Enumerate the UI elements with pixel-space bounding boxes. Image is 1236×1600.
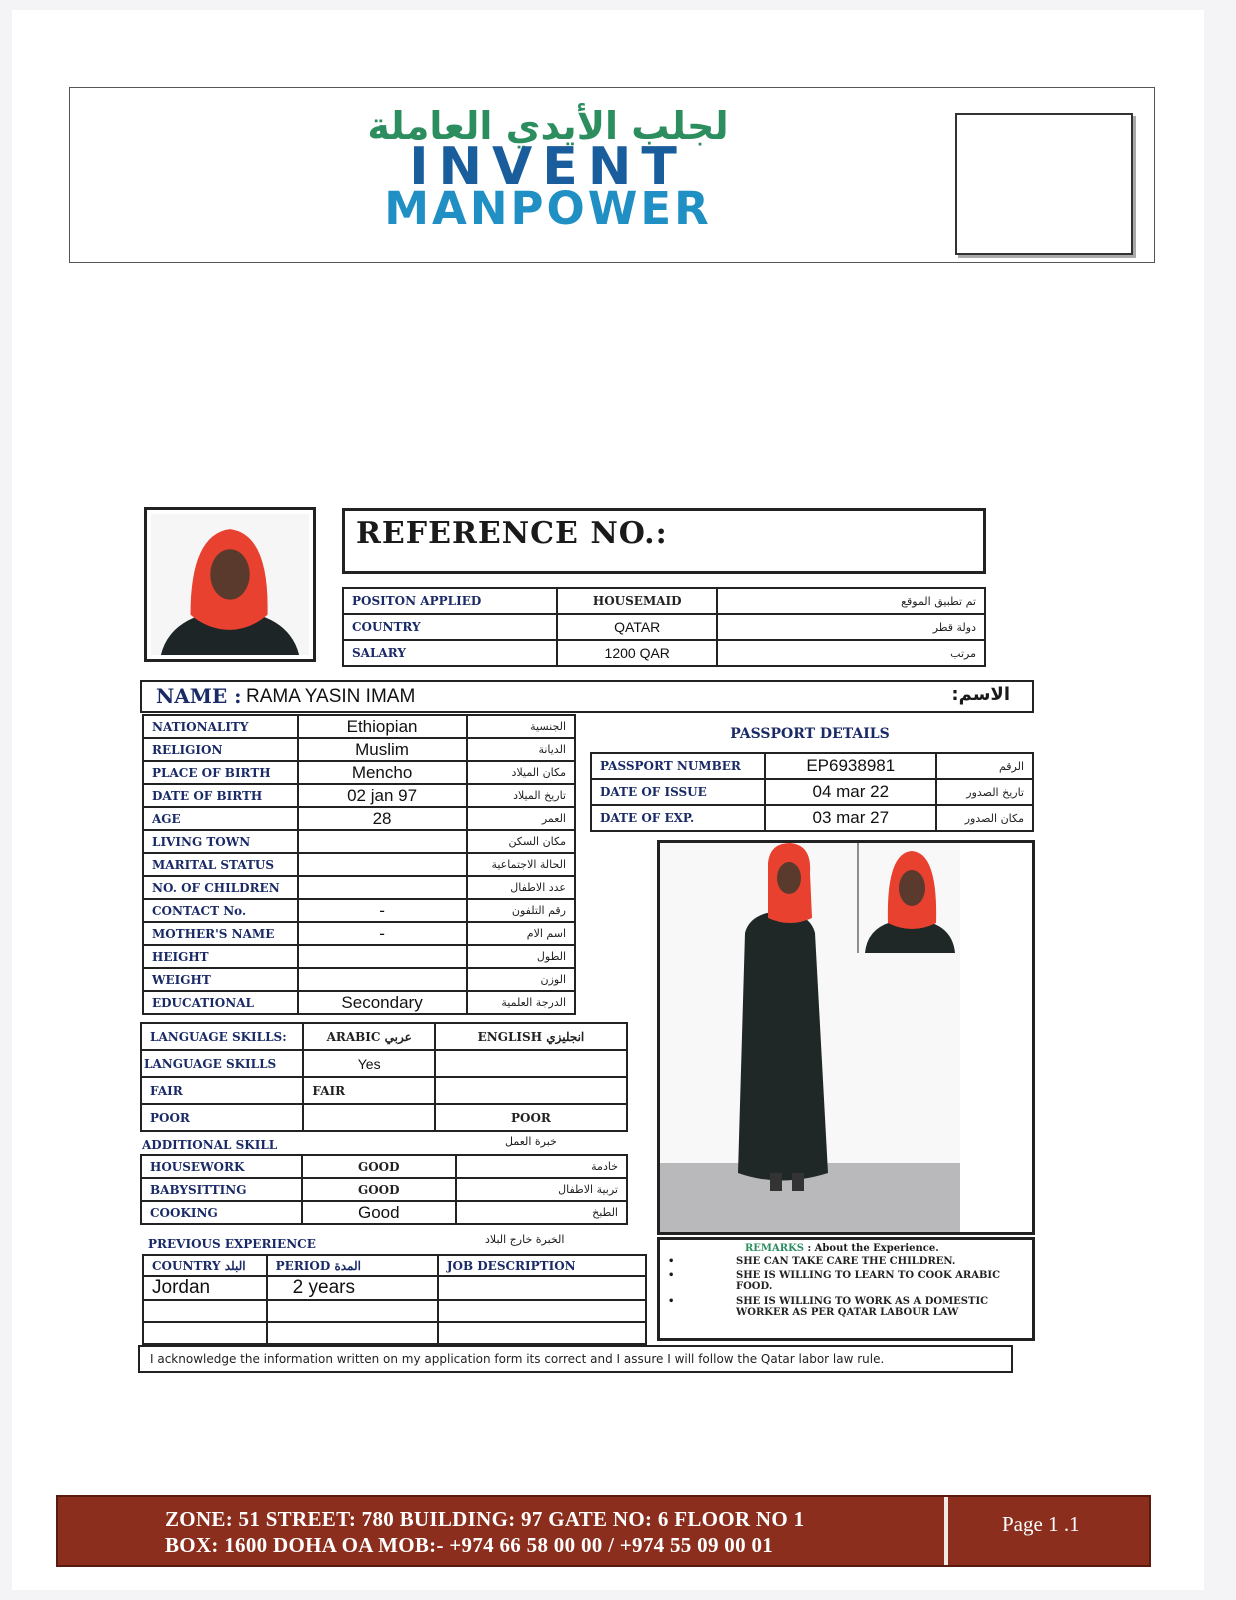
personal-field-arabic: الوزن (467, 968, 575, 991)
experience-job-value (438, 1300, 646, 1322)
logo-arabic-text: لجلب الأيدي العاملة (367, 104, 729, 148)
personal-field-label: CONTACT No. (143, 899, 298, 922)
table-row (591, 753, 1033, 779)
personal-field-label: DATE OF BIRTH (143, 784, 298, 807)
table-row (141, 1155, 627, 1178)
personal-field-arabic: الحالة الاجتماعية (467, 853, 575, 876)
table-row (143, 922, 575, 945)
previous-experience-title-arabic: الخبرة خارج البلاد (485, 1233, 565, 1246)
issue-date-label: DATE OF ISSUE (591, 779, 765, 805)
personal-field-arabic: مكان الميلاد (467, 761, 575, 784)
table-row (343, 614, 985, 640)
personal-field-arabic: تاريخ الميلاد (467, 784, 575, 807)
name-value: RAMA YASIN IMAM (246, 686, 416, 707)
personal-field-label: PLACE OF BIRTH (143, 761, 298, 784)
personal-field-value (298, 876, 467, 899)
personal-field-label: EDUCATIONAL (143, 991, 298, 1014)
personal-field-label: LIVING TOWN (143, 830, 298, 853)
cooking-value: Good (302, 1201, 456, 1224)
full-body-illustration (660, 843, 1032, 1232)
remark-line-2: SHE IS WILLING TO LEARN TO COOK ARABIC FOOD. (736, 1270, 1001, 1292)
remarks-heading-text: : About the Experience. (807, 1243, 939, 1254)
table-row (143, 1322, 646, 1344)
personal-field-value: Ethiopian (298, 715, 467, 738)
expiry-date-label: DATE OF EXP. (591, 805, 765, 831)
table-row (343, 588, 985, 614)
personal-field-value: - (298, 922, 467, 945)
table-row (143, 784, 575, 807)
table-row (143, 968, 575, 991)
language-arabic-value: Yes (303, 1050, 434, 1077)
remarks-heading-label: REMARKS (745, 1243, 804, 1254)
portrait-illustration (151, 514, 309, 655)
language-fair-arabic: FAIR (303, 1077, 434, 1104)
salary-value: 1200 QAR (557, 640, 717, 666)
full-body-photo (657, 840, 1035, 1235)
table-row (143, 715, 575, 738)
passport-number-label: PASSPORT NUMBER (591, 753, 765, 779)
language-fair-label: FAIR (141, 1077, 303, 1104)
table-row (143, 853, 575, 876)
issue-date-arabic: تاريخ الصدور (936, 779, 1033, 805)
experience-country-value (143, 1322, 267, 1344)
table-row (143, 761, 575, 784)
personal-field-value: Mencho (298, 761, 467, 784)
table-row (141, 1023, 627, 1050)
language-english-value (435, 1050, 627, 1077)
language-poor-label: POOR (141, 1104, 303, 1131)
table-row (143, 807, 575, 830)
language-poor-english: POOR (435, 1104, 627, 1131)
language-row-label: LANGUAGE SKILLS (141, 1050, 303, 1077)
personal-field-value: 02 jan 97 (298, 784, 467, 807)
personal-field-label: RELIGION (143, 738, 298, 761)
salary-label: SALARY (343, 640, 557, 666)
table-row (143, 830, 575, 853)
name-label: NAME : (156, 684, 242, 708)
logo-manpower-text: MANPOWER (384, 182, 712, 235)
experience-country-value (143, 1300, 267, 1322)
table-row (143, 899, 575, 922)
experience-period-header: PERIOD المدة (267, 1255, 438, 1276)
position-arabic: تم تطبيق الموقع (717, 588, 985, 614)
personal-field-value: - (298, 899, 467, 922)
language-poor-arabic (303, 1104, 434, 1131)
remark-line-1: SHE CAN TAKE CARE THE CHILDREN. (736, 1256, 956, 1267)
logo-invent-text: INVENT (409, 137, 687, 197)
babysitting-arabic: تربية الاطفال (456, 1178, 627, 1201)
cooking-arabic: الطبخ (456, 1201, 627, 1224)
country-arabic: دولة قطر (717, 614, 985, 640)
remarks-heading (745, 1243, 939, 1254)
experience-period-value (267, 1300, 438, 1322)
language-english-header: ENGLISH انجليزي (435, 1023, 627, 1050)
table-row (591, 805, 1033, 831)
language-header-label: LANGUAGE SKILLS: (141, 1023, 303, 1050)
experience-job-value (438, 1322, 646, 1344)
passport-details-title: PASSPORT DETAILS (730, 726, 890, 742)
babysitting-label: BABYSITTING (141, 1178, 302, 1201)
personal-field-arabic: العمر (467, 807, 575, 830)
table-row (143, 991, 575, 1014)
passport-number-arabic: الرقم (936, 753, 1033, 779)
cooking-label: COOKING (141, 1201, 302, 1224)
personal-field-label: NO. OF CHILDREN (143, 876, 298, 899)
personal-details-table (142, 714, 576, 1015)
personal-field-value (298, 945, 467, 968)
personal-field-value: Muslim (298, 738, 467, 761)
previous-experience-title: PREVIOUS EXPERIENCE (148, 1237, 316, 1251)
experience-job-value (438, 1276, 646, 1300)
remark-bullet: • (668, 1270, 675, 1281)
position-value: HOUSEMAID (557, 588, 717, 614)
table-row (143, 1255, 646, 1276)
personal-field-label: WEIGHT (143, 968, 298, 991)
table-row (591, 779, 1033, 805)
personal-field-label: MARITAL STATUS (143, 853, 298, 876)
personal-field-arabic: الدرجة العلمية (467, 991, 575, 1014)
footer-address-line-1: ZONE: 51 STREET: 780 BUILDING: 97 GATE NO: 6 FLOOR NO 1 (165, 1507, 805, 1531)
remark-line-3: SHE IS WILLING TO WORK AS A DOMESTIC WORKER AS PER QATAR LABOUR LAW (736, 1296, 989, 1318)
experience-period-value: 2 years (267, 1276, 438, 1300)
table-row (143, 1300, 646, 1322)
country-label: COUNTRY (343, 614, 557, 640)
footer-address-line-2: BOX: 1600 DOHA OA MOB:- +974 66 58 00 00 / +974 55 09 00 01 (165, 1533, 774, 1557)
personal-field-arabic: الديانة (467, 738, 575, 761)
table-row (141, 1104, 627, 1131)
language-arabic-header: ARABIC عربي (303, 1023, 434, 1050)
country-value: QATAR (557, 614, 717, 640)
table-row (143, 876, 575, 899)
table-row (143, 738, 575, 761)
applicant-portrait-photo (144, 507, 316, 662)
personal-field-value (298, 830, 467, 853)
experience-country-header: COUNTRY البلد (143, 1255, 267, 1276)
language-skills-table (140, 1022, 628, 1132)
personal-field-arabic: الجنسية (467, 715, 575, 738)
personal-field-label: AGE (143, 807, 298, 830)
experience-job-header: JOB DESCRIPTION (438, 1255, 646, 1276)
additional-skill-title-arabic: خبرة العمل (505, 1135, 557, 1148)
personal-field-arabic: عدد الاطفال (467, 876, 575, 899)
expiry-date-arabic: مكان الصدور (936, 805, 1033, 831)
footer-divider (944, 1497, 948, 1565)
reference-label: REFERENCE NO.: (356, 516, 668, 551)
issue-date-value: 04 mar 22 (765, 779, 936, 805)
personal-field-label: HEIGHT (143, 945, 298, 968)
additional-skill-table (140, 1154, 628, 1225)
experience-period-value (267, 1322, 438, 1344)
passport-table (590, 752, 1034, 832)
housework-value: GOOD (302, 1155, 456, 1178)
personal-field-arabic: مكان السكن (467, 830, 575, 853)
header-photo-placeholder (955, 113, 1133, 255)
expiry-date-value: 03 mar 27 (765, 805, 936, 831)
table-row (343, 640, 985, 666)
experience-table (142, 1254, 647, 1345)
personal-field-arabic: الطول (467, 945, 575, 968)
name-arabic-label: الاسم: (951, 684, 1010, 705)
personal-field-label: NATIONALITY (143, 715, 298, 738)
table-row (143, 1276, 646, 1300)
personal-field-arabic: رقم التلفون (467, 899, 575, 922)
table-row (141, 1201, 627, 1224)
table-row (143, 945, 575, 968)
table-row (141, 1050, 627, 1077)
page-number: Page 1 .1 (1002, 1512, 1080, 1536)
personal-field-label: MOTHER'S NAME (143, 922, 298, 945)
table-row (141, 1077, 627, 1104)
position-table (342, 587, 986, 667)
personal-field-value: Secondary (298, 991, 467, 1014)
additional-skill-title: ADDITIONAL SKILL (142, 1138, 278, 1152)
personal-field-value: 28 (298, 807, 467, 830)
acknowledgement-statement: I acknowledge the information written on my application form its correct and I assure I will follow the Qatar labor law rule. (138, 1345, 1013, 1373)
housework-label: HOUSEWORK (141, 1155, 302, 1178)
salary-arabic: مرتب (717, 640, 985, 666)
table-row (141, 1178, 627, 1201)
experience-country-value: Jordan (143, 1276, 267, 1300)
remark-bullet: • (668, 1256, 675, 1267)
position-label: POSITON APPLIED (343, 588, 557, 614)
personal-field-value (298, 853, 467, 876)
personal-field-arabic: اسم الام (467, 922, 575, 945)
language-fair-english (435, 1077, 627, 1104)
personal-field-value (298, 968, 467, 991)
housework-arabic: خادمة (456, 1155, 627, 1178)
remark-bullet: • (668, 1296, 675, 1307)
passport-number-value: EP6938981 (765, 753, 936, 779)
babysitting-value: GOOD (302, 1178, 456, 1201)
